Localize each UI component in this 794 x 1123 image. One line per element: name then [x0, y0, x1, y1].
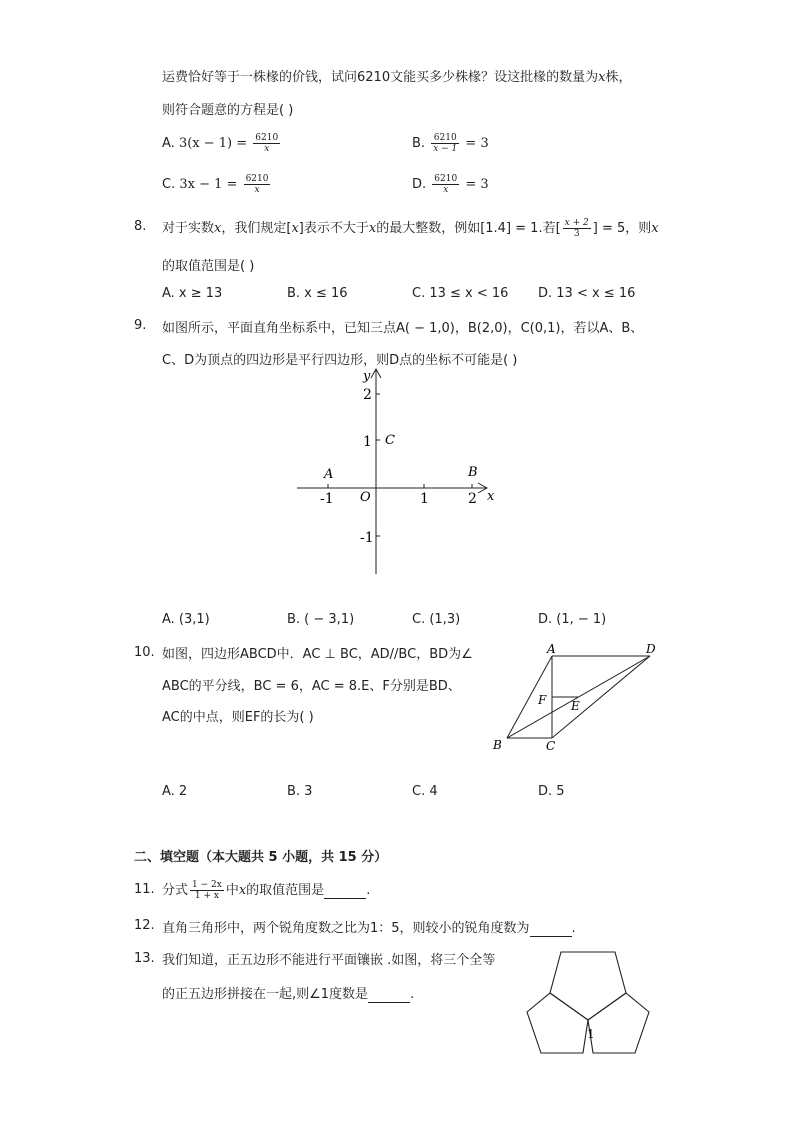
q9-option-d[interactable]: D. (1, − 1): [538, 612, 607, 627]
q7-option-a-expr: 3(x − 1) =: [178, 136, 248, 151]
q9-option-c[interactable]: C. (1,3): [412, 612, 461, 627]
q11-frac-den: 1 + x: [194, 891, 219, 901]
point-a-label: A: [324, 467, 334, 482]
q13-pentagons-figure: [520, 945, 668, 1060]
q7-line1-end: 株，: [605, 70, 632, 85]
q11-end: .: [366, 883, 371, 898]
q7-d-den: x: [443, 185, 449, 195]
q7-option-d-rhs: = 3: [465, 177, 489, 192]
q8-x1: x: [214, 221, 222, 236]
q12-line: [162, 917, 576, 937]
q8-option-c[interactable]: C. 13 ≤ x < 16: [412, 286, 509, 301]
q7-option-a-fraction: [253, 133, 280, 154]
x-tick-label-1: 1: [420, 491, 429, 507]
q8-x4: x: [651, 221, 659, 236]
q8-line2: 的取值范围是( ): [162, 259, 255, 274]
q12-text: 直角三角形中，两个锐角度数之比为1：5，则较小的锐角度数为: [162, 921, 530, 936]
q13-number: 13.: [134, 951, 155, 966]
q10-line2: ABC的平分线，BC = 6，AC = 8.E、F分别是BD、: [162, 679, 461, 694]
q7-var-x: x: [598, 70, 606, 85]
q7-option-b-fraction: [431, 133, 459, 154]
q8-text-b: ，我们规定[: [221, 221, 292, 236]
q8-frac-num: x + 2: [564, 218, 589, 228]
q10-option-a[interactable]: A. 2: [162, 784, 188, 799]
q7-c-den: x: [254, 185, 260, 195]
x-tick-label-m1: -1: [320, 491, 334, 507]
x-axis-label: x: [487, 489, 495, 504]
q7-b-num: 6210: [431, 133, 459, 144]
q13-line2: [162, 983, 414, 1003]
q8-text-c: ]表示不大于: [298, 221, 369, 236]
q7-d-num: 6210: [434, 174, 458, 184]
y-axis-label: y: [363, 369, 371, 384]
q11-line: [162, 879, 370, 901]
q7-line1-text: 运费恰好等于一株椽的价钱，试问6210文能买多少株椽？设这批椽的数量为: [162, 70, 599, 85]
q7-a-num: 6210: [255, 133, 279, 143]
y-tick-label-1: 1: [363, 434, 372, 450]
pentagon-right: [588, 993, 649, 1053]
q8-option-d[interactable]: D. 13 < x ≤ 16: [538, 286, 636, 301]
q12-end: .: [571, 921, 576, 936]
q7-b-den: x − 1: [433, 144, 458, 154]
pentagon-top: [550, 952, 626, 1020]
q12-answer-blank[interactable]: [530, 921, 572, 937]
q9-coordinate-graph: [290, 364, 505, 579]
q8-number: 8.: [134, 219, 147, 234]
q13-end: .: [410, 987, 415, 1002]
q10-line1: 如图，四边形ABCD中．AC ⊥ BC，AD//BC，BD为∠: [162, 647, 473, 662]
vertex-c-label: C: [546, 739, 556, 753]
q7-option-b[interactable]: [412, 133, 489, 154]
q8-text-e: ] = 5，则: [592, 221, 652, 236]
angle-1-label: 1: [587, 1027, 595, 1041]
q13-text: 的正五边形拼接在一起,则∠1度数是: [162, 987, 369, 1002]
q7-c-num: 6210: [245, 174, 269, 184]
x-tick-label-2: 2: [468, 491, 477, 507]
q7-option-a[interactable]: [162, 133, 282, 154]
vertex-b-label: B: [493, 738, 502, 752]
segment-bd: [507, 656, 650, 738]
q13-line1: 我们知道，正五边形不能进行平面镶嵌 .如图，将三个全等: [162, 953, 496, 968]
q8-x2: x: [291, 221, 299, 236]
q9-line2: C、D为顶点的四边形是平行四边形，则D点的坐标不可能是( ): [162, 353, 518, 368]
section-2-heading: 二、填空题（本大题共 5 小题，共 15 分）: [134, 850, 388, 865]
q11-mid: 中: [225, 883, 239, 898]
q7-option-b-label: B.: [412, 136, 426, 151]
y-tick-label-m1: -1: [360, 530, 374, 546]
q7-option-d-fraction: [432, 174, 459, 195]
q7-option-d[interactable]: [412, 174, 489, 195]
q7-line1: [162, 66, 631, 85]
point-f-label: F: [538, 693, 547, 707]
q10-line3: AC的中点，则EF的长为( ): [162, 710, 314, 725]
q13-answer-blank[interactable]: [368, 987, 410, 1003]
vertex-a-label: A: [547, 642, 556, 656]
q7-line2: 则符合题意的方程是( ): [162, 103, 294, 118]
q8-fraction: [563, 218, 591, 239]
q11-frac-num: 1 − 2x: [192, 880, 222, 890]
q11-answer-blank[interactable]: [324, 883, 366, 899]
q12-number: 12.: [134, 918, 155, 933]
q7-option-a-label: A.: [162, 136, 175, 151]
origin-label: O: [360, 490, 371, 505]
q10-number: 10.: [134, 645, 155, 660]
q10-option-b[interactable]: B. 3: [287, 784, 313, 799]
q7-option-b-rhs: = 3: [465, 136, 489, 151]
q7-option-c[interactable]: [162, 174, 272, 195]
q11-var: x: [238, 883, 247, 898]
q9-line1: 如图所示，平面直角坐标系中，已知三点A( − 1,0)，B(2,0)，C(0,1)，若以A、B、: [162, 321, 644, 336]
point-b-label: B: [468, 465, 478, 480]
q7-option-c-expr: 3x − 1 =: [179, 177, 238, 192]
q8-text-a: 对于实数: [162, 221, 215, 236]
y-tick-label-2: 2: [363, 387, 372, 403]
q10-option-d[interactable]: D. 5: [538, 784, 565, 799]
q8-line1: [162, 217, 659, 239]
q8-option-b[interactable]: B. x ≤ 16: [287, 286, 348, 301]
q11-fraction: [190, 880, 224, 901]
q8-frac-den: 3: [573, 229, 580, 239]
q7-option-c-label: C.: [162, 177, 176, 192]
q10-option-c[interactable]: C. 4: [412, 784, 438, 799]
q7-a-den: x: [264, 144, 270, 154]
point-e-label: E: [571, 699, 580, 713]
q7-option-d-label: D.: [412, 177, 427, 192]
q8-text-d: 的最大整数，例如[1.4] = 1.若[: [376, 221, 561, 236]
q11-number: 11.: [134, 882, 155, 897]
vertex-d-label: D: [646, 642, 656, 656]
point-c-label: C: [385, 433, 395, 448]
q10-quadrilateral-figure: [485, 638, 665, 758]
q9-option-a[interactable]: A. (3,1): [162, 612, 210, 627]
pentagon-left: [527, 993, 588, 1053]
q11-prefix: 分式: [162, 883, 189, 898]
q11-suffix: 的取值范围是: [246, 883, 325, 898]
q8-option-a[interactable]: A. x ≥ 13: [162, 286, 223, 301]
q9-number: 9.: [134, 318, 147, 333]
q9-option-b[interactable]: B. ( − 3,1): [287, 612, 355, 627]
q7-option-c-fraction: [244, 174, 271, 195]
q8-x3: x: [368, 221, 377, 236]
